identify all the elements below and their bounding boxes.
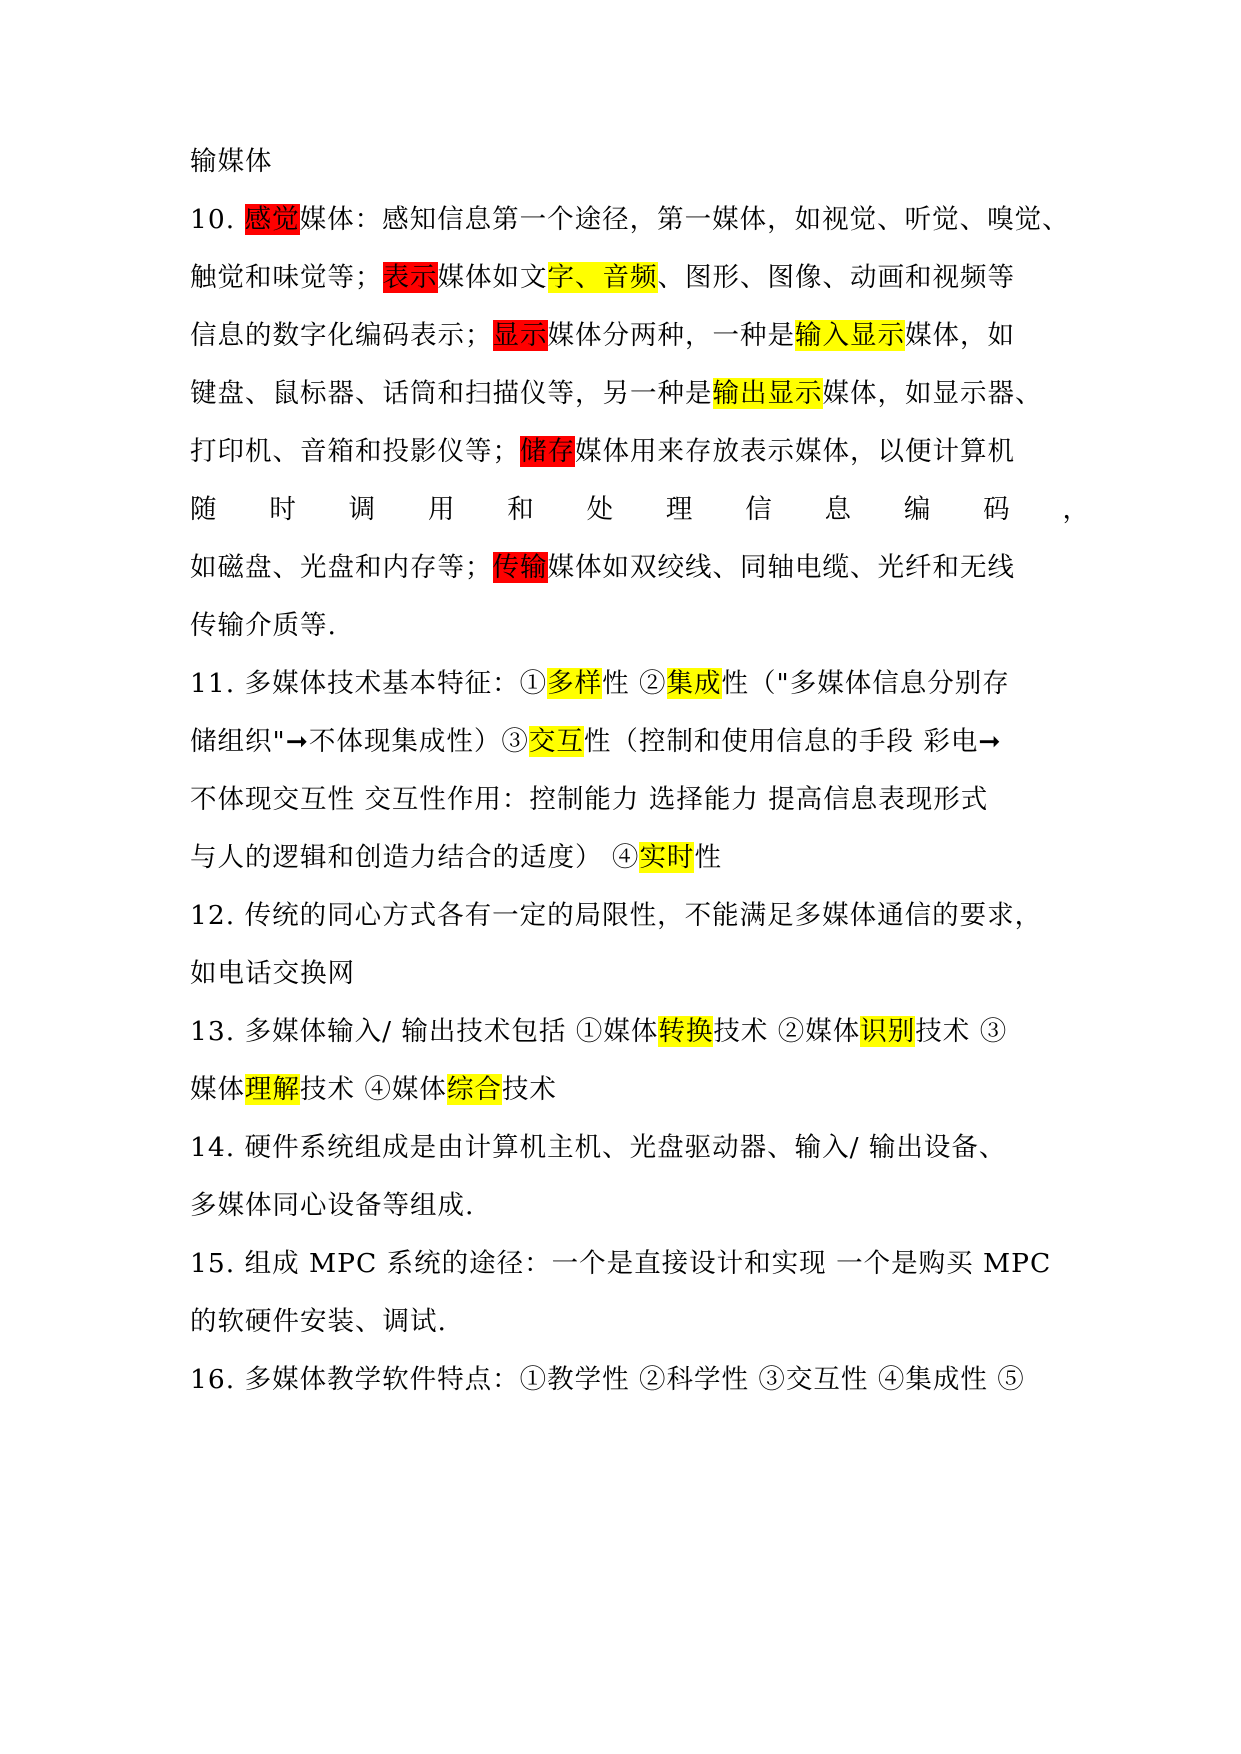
red-highlight: 储存 [520, 436, 575, 467]
text-line [190, 606, 1090, 646]
text-segment: 技术 ②媒体 [713, 1016, 861, 1047]
text-segment: 11. 多媒体技术基本特征：① [190, 668, 548, 699]
text-segment: 媒体用来存放表示媒体，以便计算机 [575, 436, 1015, 467]
text-line [190, 722, 1090, 762]
yellow-highlight: 转换 [658, 1016, 714, 1047]
text-line [190, 780, 1090, 820]
text-line [190, 838, 1090, 878]
text-char: 编 [903, 494, 932, 525]
text-line [190, 1302, 1090, 1342]
text-segment: 性（控制和使用信息的手段 彩电➞ [583, 726, 1002, 757]
text-segment: 技术 [501, 1074, 557, 1105]
text-line [190, 1360, 1090, 1400]
yellow-highlight: 实时 [639, 842, 695, 873]
text-line [190, 896, 1090, 936]
text-segment: 与人的逻辑和创造力结合的适度） ④ [190, 842, 640, 873]
text-segment: 不体现交互性 交互性作用：控制能力 选择能力 提高信息表现形式 [190, 784, 989, 815]
yellow-highlight: 识别 [860, 1016, 916, 1047]
text-segment: 性 [694, 842, 722, 873]
yellow-highlight: 多样 [547, 668, 603, 699]
text-line [190, 1128, 1090, 1168]
text-line [190, 1186, 1090, 1226]
text-line [190, 200, 1090, 240]
yellow-highlight: 字、音频 [547, 262, 658, 293]
text-char: ， [1062, 494, 1090, 525]
yellow-highlight: 理解 [245, 1074, 300, 1105]
text-char: 调 [348, 494, 377, 525]
text-char: 用 [427, 494, 456, 525]
text-line [190, 1012, 1090, 1052]
text-segment: 如电话交换网 [190, 958, 355, 989]
text-line [190, 374, 1090, 414]
yellow-highlight: 综合 [446, 1074, 502, 1105]
text-line [190, 142, 1090, 182]
text-segment: 的软硬件安装、调试. [190, 1306, 447, 1337]
text-segment: 如磁盘、光盘和内存等； [190, 552, 493, 583]
text-line [190, 490, 1090, 530]
text-char: 处 [586, 494, 615, 525]
text-segment: 13. 多媒体输入/ 输出技术包括 ①媒体 [190, 1016, 659, 1047]
text-segment: 媒体如文 [437, 262, 548, 293]
text-line [190, 548, 1090, 588]
text-char: 随 [190, 494, 218, 525]
text-segment: 性 ② [602, 668, 667, 699]
red-highlight: 传输 [492, 552, 548, 583]
text-line [190, 316, 1090, 356]
text-segment: 媒体分两种，一种是 [547, 320, 795, 351]
text-line [190, 954, 1090, 994]
text-segment: 媒体，如 [905, 320, 1015, 351]
text-segment: 媒体如双绞线、同轴电缆、光纤和无线 [547, 552, 1015, 583]
text-segment: 打印机、音箱和投影仪等； [190, 436, 520, 467]
text-char: 息 [824, 494, 852, 525]
text-segment: 12. 传统的同心方式各有一定的局限性，不能满足多媒体通信的要求， [190, 900, 1043, 931]
text-char: 和 [507, 494, 535, 525]
text-char: 理 [665, 494, 694, 525]
yellow-highlight: 交互 [528, 726, 584, 757]
text-segment: 媒体，如显示器、 [822, 378, 1043, 409]
text-line [190, 258, 1090, 298]
text-segment: 储组织"➞不体现集成性）③ [190, 726, 529, 757]
text-segment: 信息的数字化编码表示； [190, 320, 493, 351]
text-segment: 14. 硬件系统组成是由计算机主机、光盘驱动器、输入/ 输出设备、 [190, 1132, 1007, 1163]
text-char: 信 [745, 494, 773, 525]
text-segment: 、图形、图像、动画和视频等 [657, 262, 1015, 293]
text-segment: 传输介质等. [190, 610, 337, 641]
text-segment: 媒体 [190, 1074, 245, 1105]
red-highlight: 显示 [492, 320, 548, 351]
text-line [190, 664, 1090, 704]
text-segment: 技术 ④媒体 [300, 1074, 447, 1105]
text-char: 时 [269, 494, 297, 525]
text-line [190, 1070, 1090, 1110]
text-line [190, 432, 1090, 472]
text-segment: 16. 多媒体教学软件特点：①教学性 ②科学性 ③交互性 ④集成性 ⑤ [190, 1364, 1025, 1395]
text-segment: 15. 组成 MPC 系统的途径：一个是直接设计和实现 一个是购买 MPC [190, 1248, 1052, 1279]
yellow-highlight: 输出显示 [712, 378, 823, 409]
red-highlight: 感觉 [244, 204, 300, 235]
text-char: 码 [983, 494, 1011, 525]
text-line [190, 1244, 1090, 1284]
red-highlight: 表示 [382, 262, 438, 293]
text-segment: 10. [190, 204, 245, 235]
text-segment: 多媒体同心设备等组成. [190, 1190, 475, 1221]
text-segment: 性（"多媒体信息分别存 [721, 668, 1010, 699]
text-segment: 键盘、鼠标器、话筒和扫描仪等，另一种是 [190, 378, 713, 409]
text-segment: 媒体：感知信息第一个途径，第一媒体，如视觉、听觉、嗅觉、 [299, 204, 1070, 235]
text-segment: 输媒体 [190, 146, 273, 177]
text-segment: 技术 ③ [915, 1016, 1008, 1047]
yellow-highlight: 集成 [666, 668, 722, 699]
text-segment: 触觉和味觉等； [190, 262, 383, 293]
yellow-highlight: 输入显示 [795, 320, 905, 351]
